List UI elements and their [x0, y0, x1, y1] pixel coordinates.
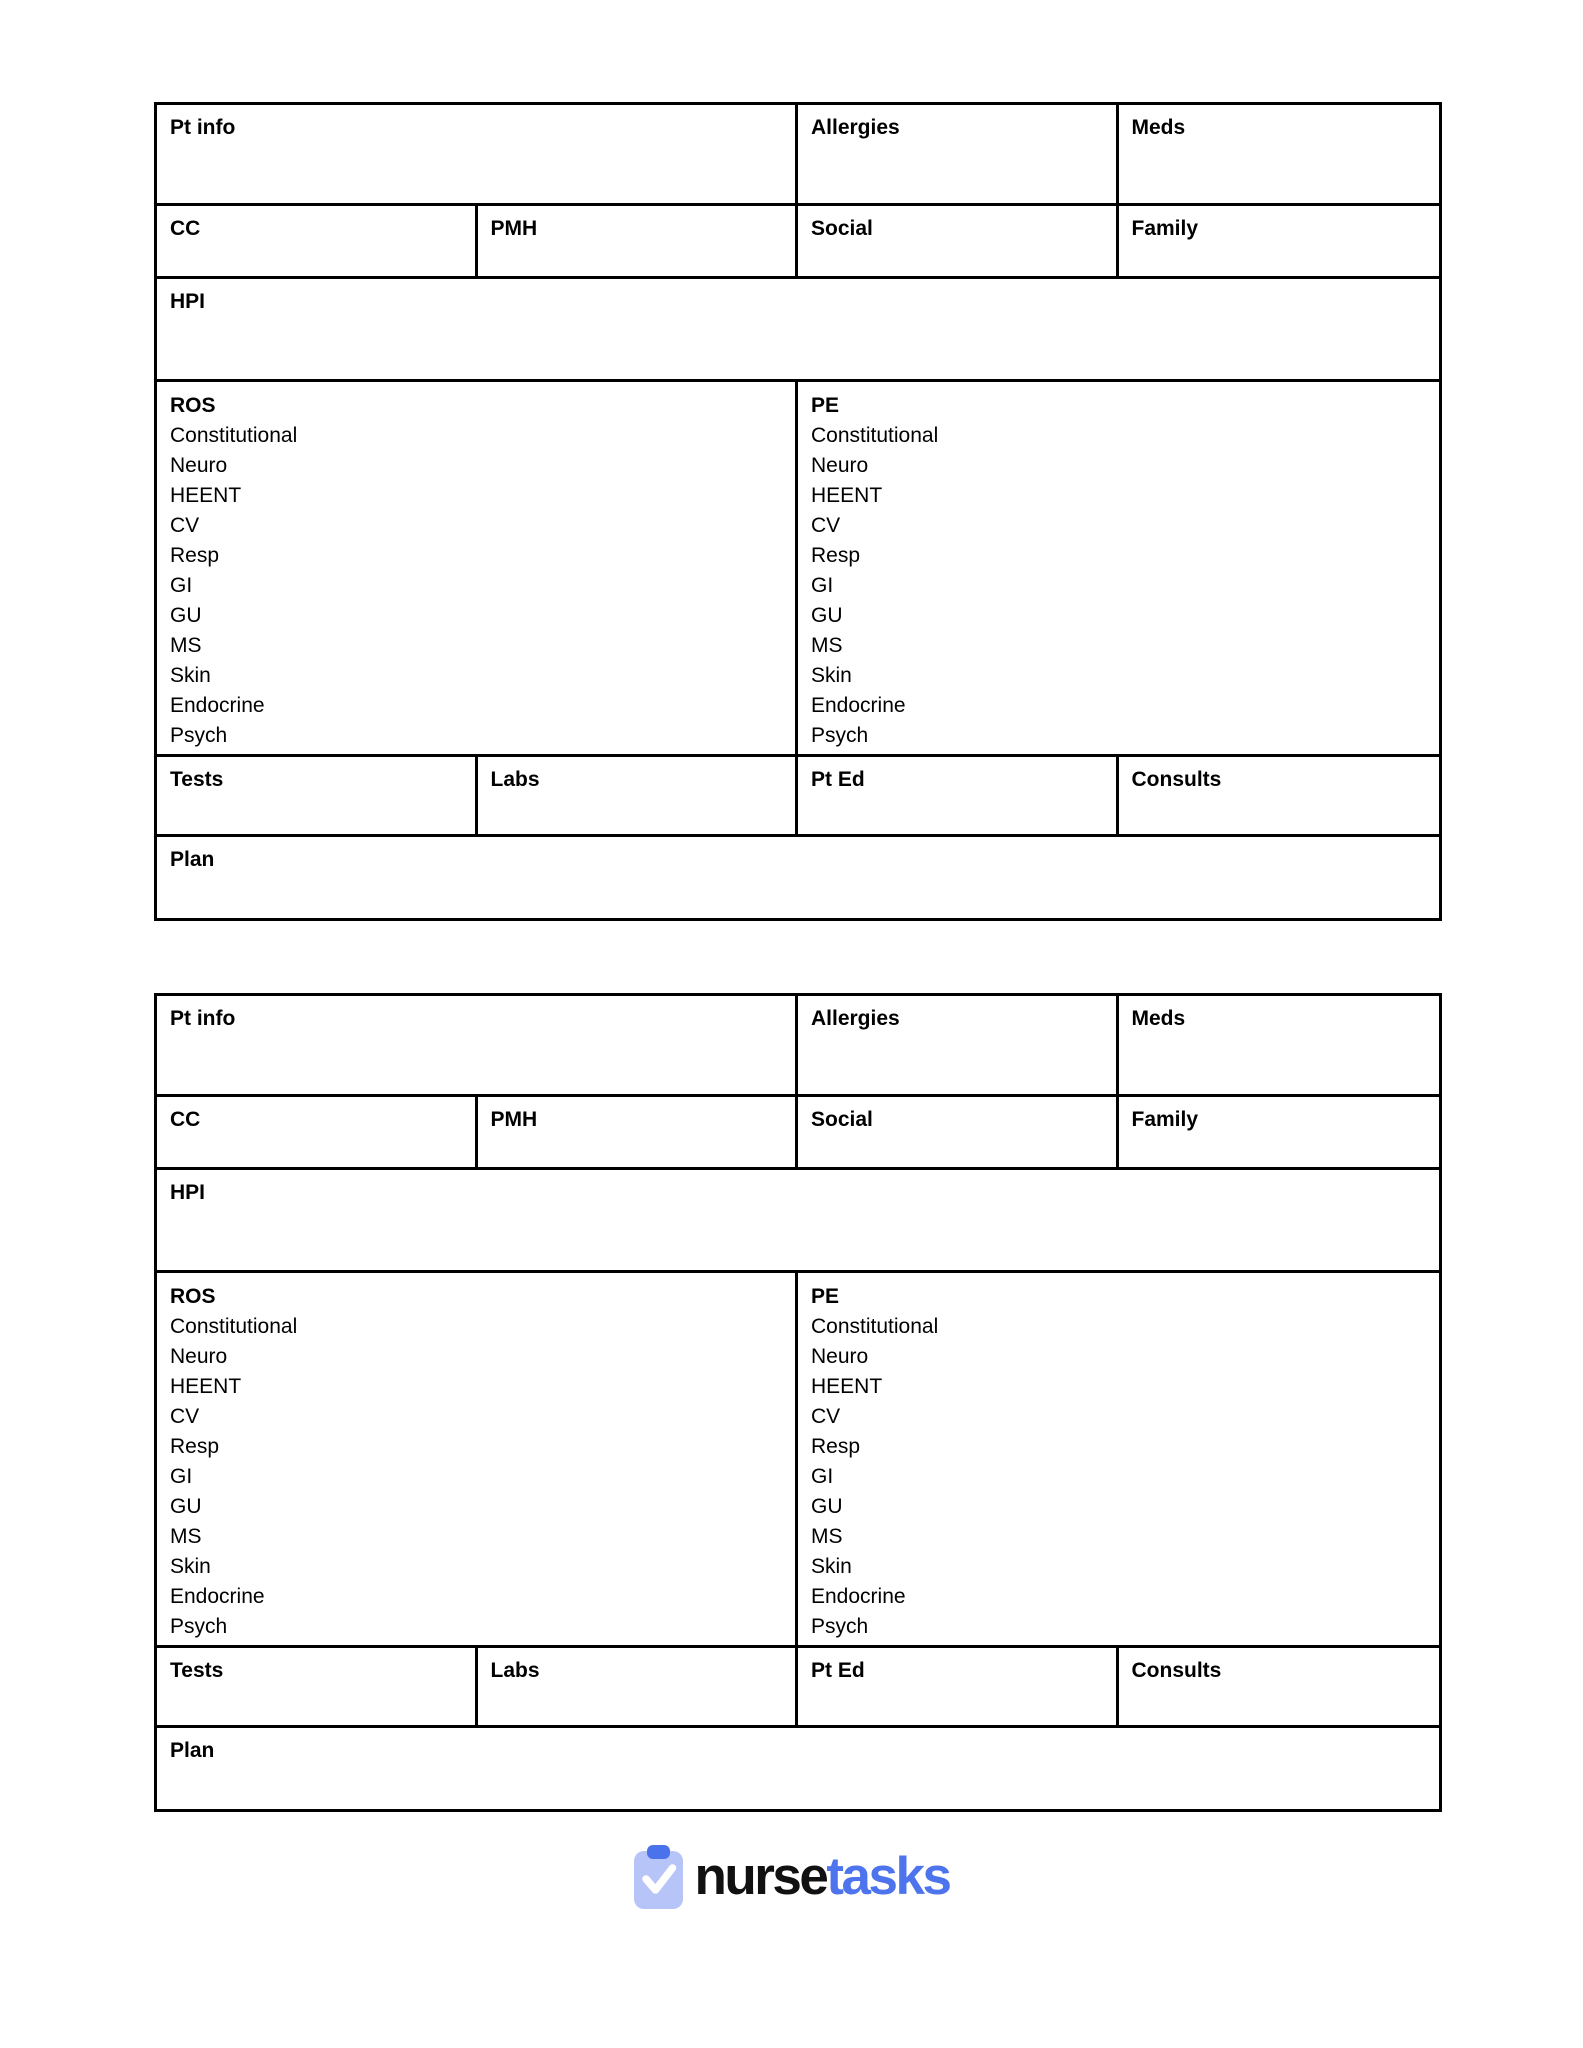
system-item: GI [170, 1465, 193, 1488]
family-label: Family [1131, 1108, 1199, 1131]
ros-system-list [170, 1312, 782, 1642]
system-item: Psych [170, 1615, 228, 1638]
pt-info-label: Pt info [170, 116, 236, 139]
cell-ros [157, 1273, 798, 1648]
family-label: Family [1131, 217, 1199, 240]
hpi-label: HPI [170, 290, 206, 313]
system-item: CV [170, 1405, 200, 1428]
cell-labs [478, 757, 799, 837]
allergies-label: Allergies [811, 1007, 900, 1030]
pe-label: PE [811, 394, 840, 417]
system-item: HEENT [811, 1375, 883, 1398]
system-item: MS [811, 1525, 843, 1548]
pe-system-list [811, 421, 1426, 751]
system-item: HEENT [170, 484, 242, 507]
logo-word-tasks: tasks [826, 1847, 950, 1906]
cell-meds [1119, 996, 1440, 1097]
cell-cc [157, 206, 478, 279]
system-item: Neuro [811, 1345, 869, 1368]
cell-pmh [478, 206, 799, 279]
pt-info-label: Pt info [170, 1007, 236, 1030]
system-item: HEENT [170, 1375, 242, 1398]
cell-hpi [157, 279, 1439, 382]
consults-label: Consults [1131, 768, 1222, 791]
system-item: Skin [811, 1555, 852, 1578]
cell-labs [478, 1648, 799, 1728]
system-item: Constitutional [170, 1315, 298, 1338]
cell-social [798, 1097, 1119, 1170]
system-item: Skin [811, 664, 852, 687]
cell-family [1119, 206, 1440, 279]
cell-ros [157, 382, 798, 757]
system-item: Endocrine [811, 694, 906, 717]
pe-label: PE [811, 1285, 840, 1308]
system-item: Resp [811, 1435, 861, 1458]
cell-consults [1119, 1648, 1440, 1728]
cell-tests [157, 757, 478, 837]
system-item: GI [170, 574, 193, 597]
system-item: Constitutional [811, 1315, 939, 1338]
cell-consults [1119, 757, 1440, 837]
cell-allergies [798, 996, 1119, 1097]
ros-label: ROS [170, 1285, 216, 1308]
cell-family [1119, 1097, 1440, 1170]
cell-cc [157, 1097, 478, 1170]
cell-pe [798, 1273, 1439, 1648]
cell-plan [157, 1728, 1439, 1809]
cell-meds [1119, 105, 1440, 206]
system-item: Constitutional [170, 424, 298, 447]
system-item: MS [170, 634, 202, 657]
ros-system-list [170, 421, 782, 751]
tests-label: Tests [170, 768, 224, 791]
system-item: Skin [170, 664, 211, 687]
system-item: Psych [811, 1615, 869, 1638]
pmh-label: PMH [490, 1108, 538, 1131]
cell-hpi [157, 1170, 1439, 1273]
logo-word-nurse: nurse [694, 1847, 827, 1906]
system-item: Constitutional [811, 424, 939, 447]
system-item: MS [811, 634, 843, 657]
tests-label: Tests [170, 1659, 224, 1682]
cell-pt-ed [798, 757, 1119, 837]
pmh-label: PMH [490, 217, 538, 240]
plan-label: Plan [170, 848, 215, 871]
system-item: Neuro [811, 454, 869, 477]
system-item: CV [811, 1405, 841, 1428]
labs-label: Labs [490, 1659, 540, 1682]
pt-ed-label: Pt Ed [811, 1659, 865, 1682]
system-item: Endocrine [170, 694, 265, 717]
system-item: Resp [811, 544, 861, 567]
system-item: MS [170, 1525, 202, 1548]
labs-label: Labs [490, 768, 540, 791]
nursetasks-logo [0, 1845, 1583, 1909]
allergies-label: Allergies [811, 116, 900, 139]
report-sheet-1 [154, 102, 1442, 921]
cell-tests [157, 1648, 478, 1728]
system-item: Resp [170, 544, 220, 567]
system-item: HEENT [811, 484, 883, 507]
meds-label: Meds [1131, 116, 1186, 139]
system-item: CV [170, 514, 200, 537]
cell-pmh [478, 1097, 799, 1170]
system-item: Endocrine [811, 1585, 906, 1608]
system-item: Psych [170, 724, 228, 747]
cell-pt-info [157, 105, 798, 206]
cc-label: CC [170, 1108, 201, 1131]
plan-label: Plan [170, 1739, 215, 1762]
consults-label: Consults [1131, 1659, 1222, 1682]
social-label: Social [811, 217, 873, 240]
cell-pt-ed [798, 1648, 1119, 1728]
system-item: Endocrine [170, 1585, 265, 1608]
cell-allergies [798, 105, 1119, 206]
pe-system-list [811, 1312, 1426, 1642]
hpi-label: HPI [170, 1181, 206, 1204]
ros-label: ROS [170, 394, 216, 417]
system-item: Neuro [170, 454, 228, 477]
clipboard-check-icon [634, 1845, 683, 1909]
system-item: GU [811, 604, 843, 627]
cell-social [798, 206, 1119, 279]
cc-label: CC [170, 217, 201, 240]
social-label: Social [811, 1108, 873, 1131]
meds-label: Meds [1131, 1007, 1186, 1030]
system-item: Resp [170, 1435, 220, 1458]
system-item: Skin [170, 1555, 211, 1578]
system-item: Neuro [170, 1345, 228, 1368]
pt-ed-label: Pt Ed [811, 768, 865, 791]
logo-wordmark [695, 1845, 950, 1909]
system-item: GU [170, 604, 202, 627]
cell-pe [798, 382, 1439, 757]
system-item: CV [811, 514, 841, 537]
system-item: GU [811, 1495, 843, 1518]
cell-plan [157, 837, 1439, 918]
cell-pt-info [157, 996, 798, 1097]
system-item: GI [811, 574, 834, 597]
report-sheet-2 [154, 993, 1442, 1812]
system-item: GU [170, 1495, 202, 1518]
system-item: GI [811, 1465, 834, 1488]
system-item: Psych [811, 724, 869, 747]
